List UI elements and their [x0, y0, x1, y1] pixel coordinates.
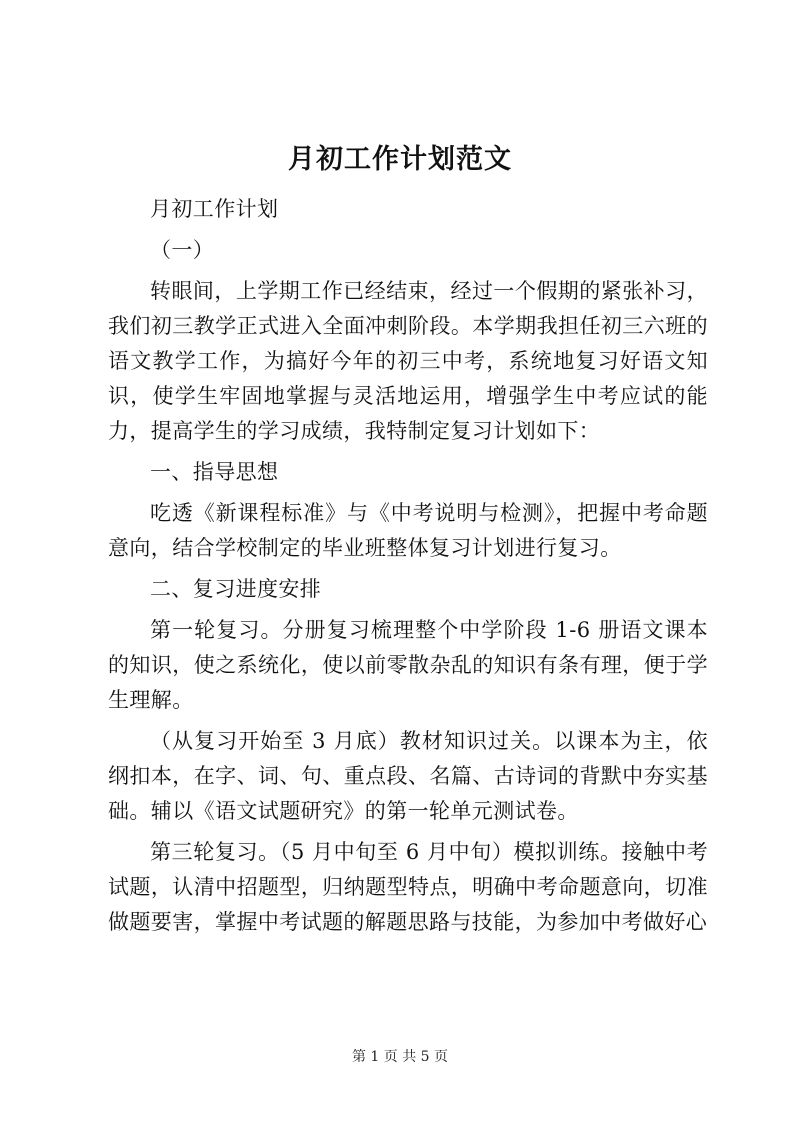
paragraph-third-round: 第三轮复习。（5 月中旬至 6 月中旬）模拟训练。接触中考试题，认清中招题型，归纳题型特点，明确中考命题意向，切准做题要害，掌握中考试题的解题思路与技能，为参加中考做好心 [108, 840, 708, 934]
paragraph-guiding-ideas: 吃透《新课程标准》与《中考说明与检测》，把握中考命题意向，结合学校制定的毕业班整体复习计划进行复习。 [108, 501, 708, 560]
page-footer: 第 1 页 共 5 页 [351, 1049, 449, 1065]
paragraph-intro: 转眼间，上学期工作已经结束，经过一个假期的紧张补习，我们初三教学正式进入全面冲刺阶段。本学期我担任初三六班的语文教学工作，为搞好今年的初三中考，系统地复习好语文知识，使学生牢固地掌握与灵活地运用，增强学生中考应试的能力，提高学生的学习成绩，我特制定复习计划如下： [108, 279, 708, 443]
paragraph-section-number: （一） [150, 238, 215, 262]
heading-guiding-ideas: 一、指导思想 [150, 460, 279, 484]
heading-review-schedule: 二、复习进度安排 [150, 577, 322, 601]
paragraph-textbook-review: （从复习开始至 3 月底）教材知识过关。以课本为主，依纲扣本，在字、词、句、重点段、名篇、古诗词的背默中夯实基础。辅以《语文试题研究》的第一轮单元测试卷。 [108, 729, 708, 823]
paragraph-first-round: 第一轮复习。分册复习梳理整个中学阶段 1-6 册语文课本的知识，使之系统化，使以前零散杂乱的知识有条有理，便于学生理解。 [108, 618, 708, 712]
document-title: 月初工作计划范文 [288, 144, 512, 175]
document-body [108, 192, 708, 940]
paragraph-subtitle: 月初工作计划 [150, 197, 279, 221]
